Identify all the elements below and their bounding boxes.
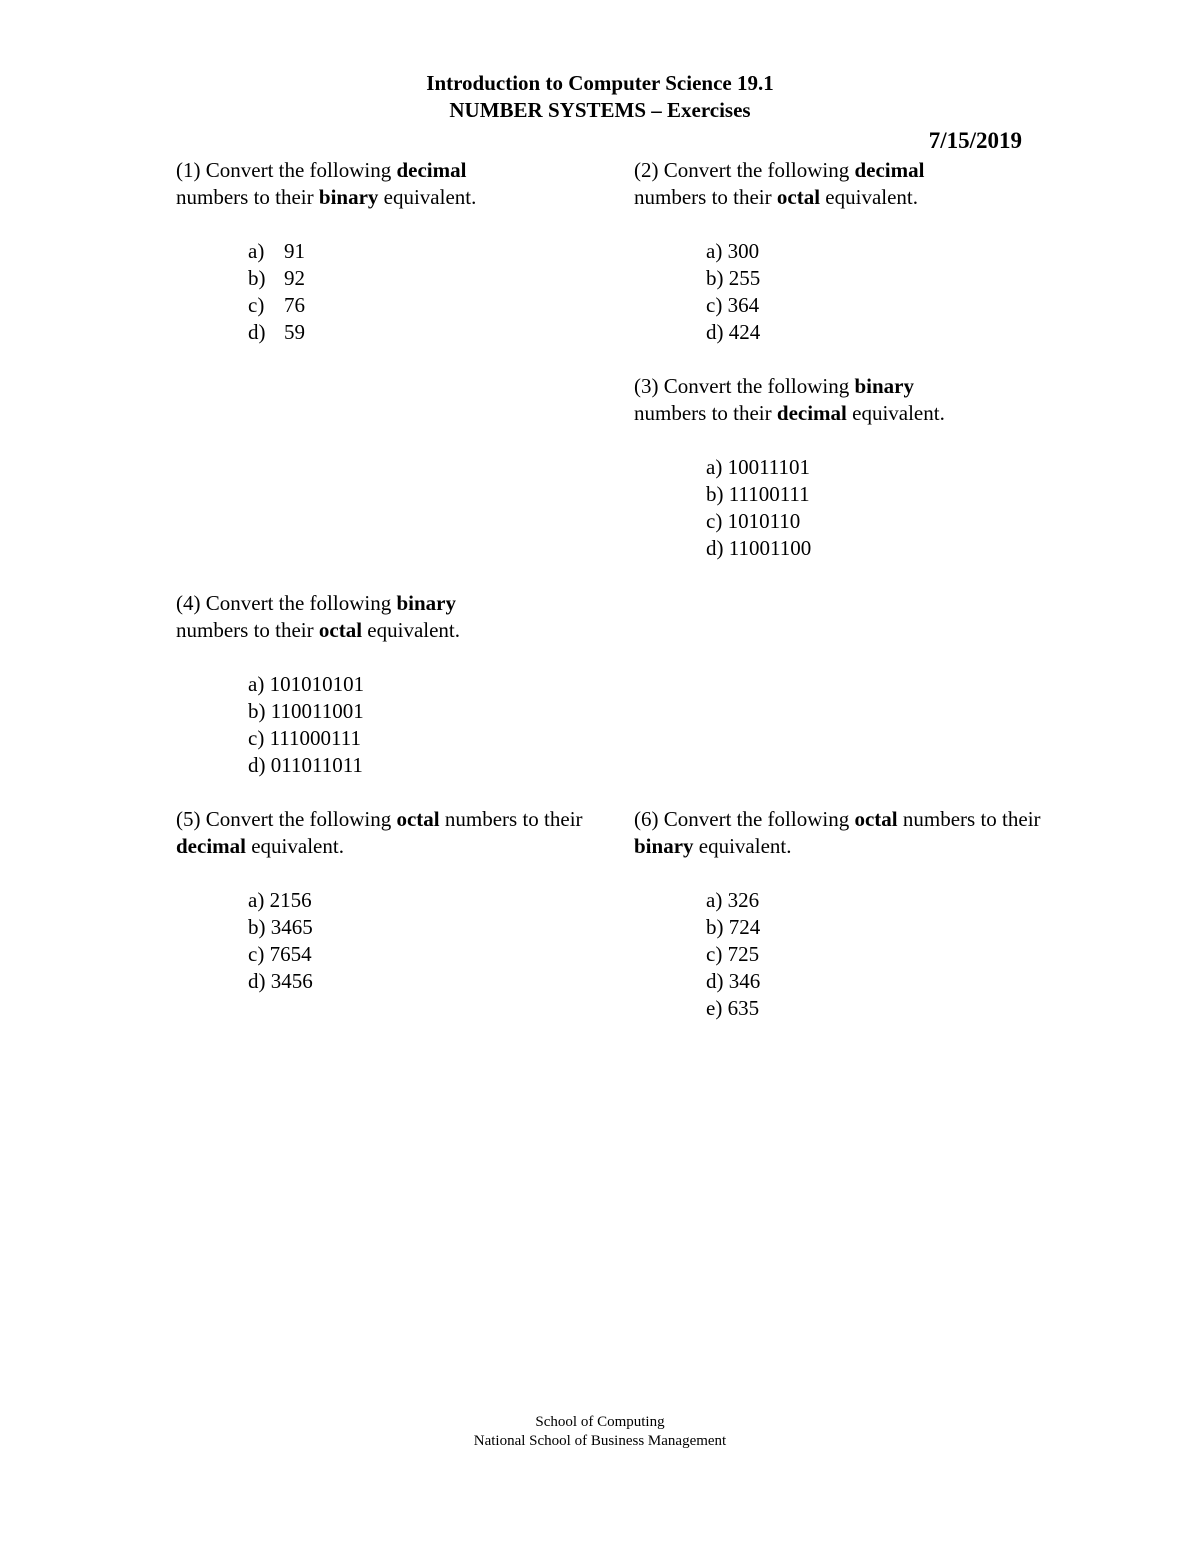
option-letter: c) <box>706 942 723 966</box>
option-item <box>706 968 1054 995</box>
option-letter: d) <box>248 753 266 777</box>
option-item <box>706 508 1054 535</box>
question-text: numbers to their <box>634 401 772 425</box>
option-letter: b) <box>248 699 266 723</box>
question-from-system: binary <box>854 374 914 398</box>
document-footer <box>0 1413 1200 1451</box>
option-item <box>706 995 1054 1022</box>
question-3 <box>634 373 1054 562</box>
option-value: 724 <box>728 915 761 939</box>
option-letter: a) <box>706 888 723 912</box>
question-1 <box>176 157 596 346</box>
option-letter: d) <box>706 969 724 993</box>
option-letter: d) <box>706 320 724 344</box>
option-letter: c) <box>706 509 723 533</box>
question-to-system: octal <box>318 618 363 642</box>
option-item <box>248 887 596 914</box>
document-date: 7/15/2019 <box>928 128 1022 153</box>
question-to-system: binary <box>634 834 694 858</box>
question-text: Convert the following <box>205 158 392 182</box>
option-list <box>248 671 596 779</box>
option-letter: c) <box>248 726 265 750</box>
question-text: equivalent. <box>251 834 344 858</box>
option-letter: a) <box>706 239 723 263</box>
option-list <box>248 238 596 346</box>
option-value: 111000111 <box>269 726 361 750</box>
document-subtitle: NUMBER SYSTEMS – Exercises <box>449 98 751 122</box>
option-item <box>248 725 596 752</box>
option-letter: d) <box>248 969 266 993</box>
option-value: 3456 <box>270 969 313 993</box>
question-4 <box>176 590 596 779</box>
option-item <box>248 914 596 941</box>
question-from-system: octal <box>396 807 440 831</box>
question-text: equivalent. <box>825 185 919 209</box>
option-letter: c) <box>706 293 723 317</box>
question-number: (1) <box>176 158 201 182</box>
option-value: 110011001 <box>270 699 364 723</box>
option-item <box>248 238 596 265</box>
question-number: (4) <box>176 591 201 615</box>
question-text: Convert the following <box>205 591 392 615</box>
question-number: (5) <box>176 807 201 831</box>
option-value: 725 <box>727 942 760 966</box>
option-item <box>706 941 1054 968</box>
question-from-system: octal <box>854 807 898 831</box>
question-from-system: decimal <box>396 158 467 182</box>
document-title: Introduction to Computer Science 19.1 <box>426 71 774 95</box>
option-letter: a) <box>248 239 265 263</box>
option-letter: c) <box>248 942 265 966</box>
option-letter: a) <box>248 672 265 696</box>
option-item <box>706 292 1054 319</box>
option-value: 92 <box>284 266 305 290</box>
option-letter: c) <box>248 293 265 317</box>
question-to-system: decimal <box>176 834 246 858</box>
option-value: 11100111 <box>728 482 810 506</box>
option-letter: d) <box>248 320 266 344</box>
option-list <box>706 887 1054 1022</box>
option-value: 364 <box>727 293 760 317</box>
option-item <box>248 752 596 779</box>
option-item <box>706 454 1054 481</box>
option-letter: b) <box>706 915 724 939</box>
question-text: numbers to their <box>176 185 314 209</box>
question-number: (3) <box>634 374 659 398</box>
document-header <box>0 70 1200 124</box>
question-text: Convert the following <box>205 807 392 831</box>
option-value: 255 <box>728 266 761 290</box>
option-item <box>706 238 1054 265</box>
question-from-system: binary <box>396 591 456 615</box>
option-letter: a) <box>248 888 265 912</box>
option-letter: b) <box>706 482 724 506</box>
question-2 <box>634 157 1054 346</box>
option-value: 326 <box>727 888 760 912</box>
option-letter: b) <box>248 915 266 939</box>
question-text: numbers to their <box>634 185 772 209</box>
option-value: 101010101 <box>269 672 365 696</box>
option-value: 76 <box>284 293 305 317</box>
option-item <box>248 265 596 292</box>
question-6 <box>634 806 1054 1022</box>
option-item <box>706 481 1054 508</box>
footer-institution: National School of Business Management <box>473 1433 727 1449</box>
option-letter: d) <box>706 536 724 560</box>
option-value: 91 <box>284 239 305 263</box>
option-item <box>248 292 596 319</box>
option-item <box>706 914 1054 941</box>
option-value: 59 <box>284 320 305 344</box>
option-value: 2156 <box>269 888 312 912</box>
question-to-system: octal <box>776 185 821 209</box>
footer-school: School of Computing <box>535 1414 665 1430</box>
option-item <box>248 698 596 725</box>
question-text: equivalent. <box>852 401 945 425</box>
option-item <box>706 535 1054 562</box>
option-value: 7654 <box>269 942 312 966</box>
option-value: 300 <box>727 239 760 263</box>
option-item <box>248 968 596 995</box>
option-list <box>248 887 596 995</box>
question-5 <box>176 806 596 995</box>
question-text: numbers to their <box>176 618 314 642</box>
question-number: (6) <box>634 807 659 831</box>
option-list <box>706 454 1054 562</box>
option-value: 011011011 <box>270 753 363 777</box>
option-item <box>248 319 596 346</box>
option-value: 10011101 <box>727 455 811 479</box>
option-value: 346 <box>728 969 761 993</box>
question-text: numbers to their <box>444 807 583 831</box>
option-letter: e) <box>706 996 723 1020</box>
question-number: (2) <box>634 158 659 182</box>
option-item <box>248 671 596 698</box>
question-to-system: decimal <box>776 401 847 425</box>
option-item <box>706 887 1054 914</box>
question-text: Convert the following <box>663 807 850 831</box>
option-list <box>706 238 1054 346</box>
option-letter: b) <box>706 266 724 290</box>
option-letter: b) <box>248 266 266 290</box>
option-value: 1010110 <box>727 509 801 533</box>
option-value: 11001100 <box>728 536 812 560</box>
option-value: 635 <box>727 996 760 1020</box>
option-value: 424 <box>728 320 761 344</box>
option-item <box>706 265 1054 292</box>
option-value: 3465 <box>270 915 313 939</box>
question-from-system: decimal <box>854 158 925 182</box>
question-text: numbers to their <box>902 807 1041 831</box>
question-text: Convert the following <box>663 158 850 182</box>
option-item <box>248 941 596 968</box>
option-letter: a) <box>706 455 723 479</box>
question-text: equivalent. <box>698 834 792 858</box>
question-text: equivalent. <box>367 618 461 642</box>
question-text: equivalent. <box>383 185 477 209</box>
question-text: Convert the following <box>663 374 850 398</box>
question-to-system: binary <box>318 185 379 209</box>
option-item <box>706 319 1054 346</box>
